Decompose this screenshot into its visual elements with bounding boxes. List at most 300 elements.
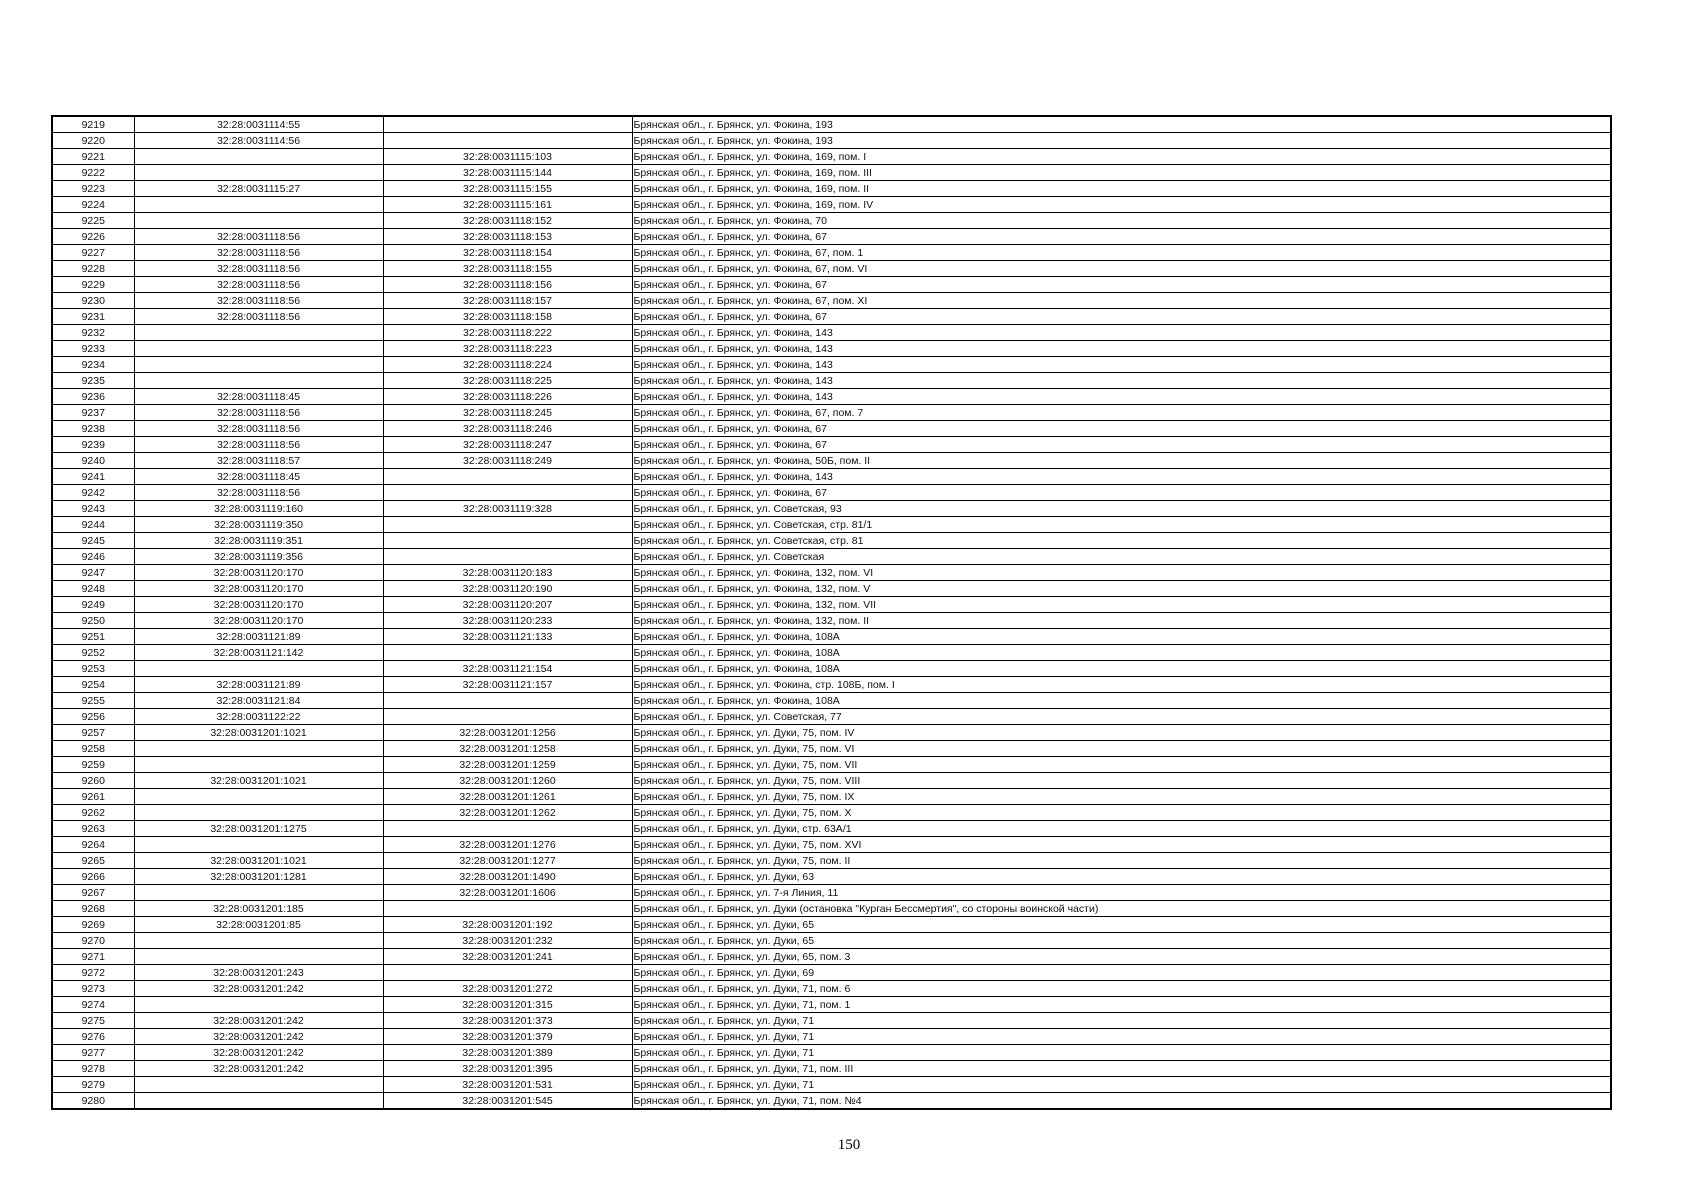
land-cadastral-number-cell: [134, 1077, 383, 1093]
address-cell: Брянская обл., г. Брянск, ул. Фокина, 67, пом. XI: [632, 293, 1611, 309]
row-number-cell: 9269: [52, 917, 134, 933]
row-number-cell: 9264: [52, 837, 134, 853]
address-cell: Брянская обл., г. Брянск, ул. Фокина, 108А: [632, 693, 1611, 709]
object-cadastral-number-cell: [383, 533, 632, 549]
address-cell: Брянская обл., г. Брянск, ул. Дуки, стр. 63А/1: [632, 821, 1611, 837]
row-number-cell: 9259: [52, 757, 134, 773]
address-cell: Брянская обл., г. Брянск, ул. Фокина, 67: [632, 485, 1611, 501]
row-number-cell: 9238: [52, 421, 134, 437]
object-cadastral-number-cell: 32:28:0031201:232: [383, 933, 632, 949]
object-cadastral-number-cell: 32:28:0031121:133: [383, 629, 632, 645]
address-cell: Брянская обл., г. Брянск, ул. Фокина, 67: [632, 229, 1611, 245]
object-cadastral-number-cell: [383, 965, 632, 981]
land-cadastral-number-cell: 32:28:0031118:56: [134, 245, 383, 261]
land-cadastral-number-cell: [134, 949, 383, 965]
land-cadastral-number-cell: 32:28:0031114:56: [134, 133, 383, 149]
row-number-cell: 9265: [52, 853, 134, 869]
row-number-cell: 9279: [52, 1077, 134, 1093]
object-cadastral-number-cell: 32:28:0031201:1260: [383, 773, 632, 789]
row-number-cell: 9223: [52, 181, 134, 197]
table-row: [52, 805, 1611, 821]
land-cadastral-number-cell: 32:28:0031120:170: [134, 565, 383, 581]
land-cadastral-number-cell: 32:28:0031121:89: [134, 677, 383, 693]
address-cell: Брянская обл., г. Брянск, ул. Дуки, 75, пом. X: [632, 805, 1611, 821]
table-row: [52, 853, 1611, 869]
table-row: [52, 277, 1611, 293]
object-cadastral-number-cell: 32:28:0031201:1276: [383, 837, 632, 853]
object-cadastral-number-cell: [383, 469, 632, 485]
object-cadastral-number-cell: [383, 133, 632, 149]
object-cadastral-number-cell: 32:28:0031201:1261: [383, 789, 632, 805]
land-cadastral-number-cell: 32:28:0031201:242: [134, 981, 383, 997]
address-cell: Брянская обл., г. Брянск, ул. Дуки, 71: [632, 1045, 1611, 1061]
row-number-cell: 9276: [52, 1029, 134, 1045]
object-cadastral-number-cell: [383, 549, 632, 565]
row-number-cell: 9248: [52, 581, 134, 597]
row-number-cell: 9236: [52, 389, 134, 405]
address-cell: Брянская обл., г. Брянск, ул. Дуки, 65: [632, 917, 1611, 933]
table-row: [52, 293, 1611, 309]
row-number-cell: 9266: [52, 869, 134, 885]
object-cadastral-number-cell: 32:28:0031120:190: [383, 581, 632, 597]
land-cadastral-number-cell: 32:28:0031201:85: [134, 917, 383, 933]
address-cell: Брянская обл., г. Брянск, ул. Дуки, 69: [632, 965, 1611, 981]
table-row: [52, 965, 1611, 981]
table-row: [52, 197, 1611, 213]
table-row: [52, 533, 1611, 549]
table-row: [52, 517, 1611, 533]
land-cadastral-number-cell: 32:28:0031118:56: [134, 485, 383, 501]
address-cell: Брянская обл., г. Брянск, ул. Фокина, 143: [632, 325, 1611, 341]
row-number-cell: 9246: [52, 549, 134, 565]
row-number-cell: 9270: [52, 933, 134, 949]
object-cadastral-number-cell: 32:28:0031118:152: [383, 213, 632, 229]
object-cadastral-number-cell: 32:28:0031118:155: [383, 261, 632, 277]
table-row: [52, 357, 1611, 373]
table-row: [52, 645, 1611, 661]
table-row: [52, 229, 1611, 245]
address-cell: Брянская обл., г. Брянск, ул. Советская, стр. 81: [632, 533, 1611, 549]
land-cadastral-number-cell: [134, 197, 383, 213]
table-row: [52, 629, 1611, 645]
table-row: [52, 245, 1611, 261]
land-cadastral-number-cell: 32:28:0031121:84: [134, 693, 383, 709]
address-cell: Брянская обл., г. Брянск, ул. Дуки, 75, пом. II: [632, 853, 1611, 869]
object-cadastral-number-cell: 32:28:0031120:207: [383, 597, 632, 613]
land-cadastral-number-cell: 32:28:0031201:242: [134, 1029, 383, 1045]
row-number-cell: 9249: [52, 597, 134, 613]
table-row: [52, 261, 1611, 277]
land-cadastral-number-cell: 32:28:0031201:1021: [134, 725, 383, 741]
object-cadastral-number-cell: 32:28:0031118:156: [383, 277, 632, 293]
address-cell: Брянская обл., г. Брянск, ул. Фокина, 193: [632, 133, 1611, 149]
table-row: [52, 1093, 1611, 1110]
row-number-cell: 9226: [52, 229, 134, 245]
table-row: [52, 997, 1611, 1013]
row-number-cell: 9239: [52, 437, 134, 453]
land-cadastral-number-cell: 32:28:0031120:170: [134, 597, 383, 613]
row-number-cell: 9278: [52, 1061, 134, 1077]
address-cell: Брянская обл., г. Брянск, ул. Фокина, 132, пом. II: [632, 613, 1611, 629]
land-cadastral-number-cell: [134, 933, 383, 949]
row-number-cell: 9219: [52, 116, 134, 133]
object-cadastral-number-cell: 32:28:0031201:545: [383, 1093, 632, 1110]
table-row: [52, 725, 1611, 741]
land-cadastral-number-cell: 32:28:0031118:57: [134, 453, 383, 469]
land-cadastral-number-cell: [134, 997, 383, 1013]
address-cell: Брянская обл., г. Брянск, ул. Фокина, 67: [632, 277, 1611, 293]
object-cadastral-number-cell: 32:28:0031201:531: [383, 1077, 632, 1093]
address-cell: Брянская обл., г. Брянск, ул. Фокина, 50Б, пом. II: [632, 453, 1611, 469]
object-cadastral-number-cell: 32:28:0031201:315: [383, 997, 632, 1013]
land-cadastral-number-cell: [134, 741, 383, 757]
object-cadastral-number-cell: 32:28:0031118:223: [383, 341, 632, 357]
land-cadastral-number-cell: [134, 757, 383, 773]
land-cadastral-number-cell: [134, 885, 383, 901]
row-number-cell: 9242: [52, 485, 134, 501]
row-number-cell: 9267: [52, 885, 134, 901]
object-cadastral-number-cell: 32:28:0031201:1262: [383, 805, 632, 821]
object-cadastral-number-cell: [383, 116, 632, 133]
object-cadastral-number-cell: 32:28:0031121:157: [383, 677, 632, 693]
address-cell: Брянская обл., г. Брянск, ул. Советская, 77: [632, 709, 1611, 725]
table-row: [52, 469, 1611, 485]
object-cadastral-number-cell: 32:28:0031118:158: [383, 309, 632, 325]
table-row: [52, 1029, 1611, 1045]
table-row: [52, 1013, 1611, 1029]
address-cell: Брянская обл., г. Брянск, ул. Дуки, 75, пом. IV: [632, 725, 1611, 741]
land-cadastral-number-cell: [134, 1093, 383, 1110]
land-cadastral-number-cell: 32:28:0031118:56: [134, 437, 383, 453]
address-cell: Брянская обл., г. Брянск, ул. Дуки, 65, пом. 3: [632, 949, 1611, 965]
row-number-cell: 9232: [52, 325, 134, 341]
row-number-cell: 9280: [52, 1093, 134, 1110]
land-cadastral-number-cell: 32:28:0031120:170: [134, 581, 383, 597]
row-number-cell: 9229: [52, 277, 134, 293]
land-cadastral-number-cell: [134, 789, 383, 805]
object-cadastral-number-cell: 32:28:0031201:395: [383, 1061, 632, 1077]
row-number-cell: 9233: [52, 341, 134, 357]
object-cadastral-number-cell: [383, 821, 632, 837]
address-cell: Брянская обл., г. Брянск, ул. Фокина, 169, пом. IV: [632, 197, 1611, 213]
object-cadastral-number-cell: 32:28:0031201:373: [383, 1013, 632, 1029]
row-number-cell: 9263: [52, 821, 134, 837]
table-row: [52, 821, 1611, 837]
land-cadastral-number-cell: 32:28:0031118:56: [134, 309, 383, 325]
address-cell: Брянская обл., г. Брянск, ул. Фокина, 169, пом. III: [632, 165, 1611, 181]
land-cadastral-number-cell: [134, 213, 383, 229]
address-cell: Брянская обл., г. Брянск, ул. 7-я Линия, 11: [632, 885, 1611, 901]
address-cell: Брянская обл., г. Брянск, ул. Фокина, 108А: [632, 645, 1611, 661]
table-row: [52, 501, 1611, 517]
address-cell: Брянская обл., г. Брянск, ул. Фокина, 67: [632, 421, 1611, 437]
land-cadastral-number-cell: 32:28:0031201:1021: [134, 773, 383, 789]
row-number-cell: 9253: [52, 661, 134, 677]
land-cadastral-number-cell: 32:28:0031201:1281: [134, 869, 383, 885]
address-cell: Брянская обл., г. Брянск, ул. Дуки, 75, пом. VII: [632, 757, 1611, 773]
row-number-cell: 9247: [52, 565, 134, 581]
object-cadastral-number-cell: 32:28:0031119:328: [383, 501, 632, 517]
row-number-cell: 9245: [52, 533, 134, 549]
object-cadastral-number-cell: 32:28:0031118:246: [383, 421, 632, 437]
land-cadastral-number-cell: [134, 373, 383, 389]
land-cadastral-number-cell: [134, 341, 383, 357]
object-cadastral-number-cell: 32:28:0031121:154: [383, 661, 632, 677]
row-number-cell: 9241: [52, 469, 134, 485]
table-row: [52, 165, 1611, 181]
address-cell: Брянская обл., г. Брянск, ул. Советская: [632, 549, 1611, 565]
land-cadastral-number-cell: 32:28:0031118:45: [134, 469, 383, 485]
address-cell: Брянская обл., г. Брянск, ул. Фокина, 67, пом. VI: [632, 261, 1611, 277]
land-cadastral-number-cell: [134, 805, 383, 821]
row-number-cell: 9257: [52, 725, 134, 741]
address-cell: Брянская обл., г. Брянск, ул. Фокина, 132, пом. V: [632, 581, 1611, 597]
address-cell: Брянская обл., г. Брянск, ул. Фокина, 67: [632, 309, 1611, 325]
table-row: [52, 149, 1611, 165]
address-cell: Брянская обл., г. Брянск, ул. Фокина, 67, пом. 1: [632, 245, 1611, 261]
row-number-cell: 9251: [52, 629, 134, 645]
address-cell: Брянская обл., г. Брянск, ул. Фокина, стр. 108Б, пом. I: [632, 677, 1611, 693]
address-cell: Брянская обл., г. Брянск, ул. Дуки, 75, пом. XVI: [632, 837, 1611, 853]
row-number-cell: 9262: [52, 805, 134, 821]
object-cadastral-number-cell: 32:28:0031118:226: [383, 389, 632, 405]
address-cell: Брянская обл., г. Брянск, ул. Фокина, 67, пом. 7: [632, 405, 1611, 421]
land-cadastral-number-cell: [134, 325, 383, 341]
table-row: [52, 373, 1611, 389]
table-row: [52, 933, 1611, 949]
land-cadastral-number-cell: 32:28:0031118:56: [134, 261, 383, 277]
land-cadastral-number-cell: 32:28:0031114:55: [134, 116, 383, 133]
table-row: [52, 917, 1611, 933]
table-row: [52, 116, 1611, 133]
address-cell: Брянская обл., г. Брянск, ул. Фокина, 169, пом. II: [632, 181, 1611, 197]
table-row: [52, 837, 1611, 853]
table-row: [52, 709, 1611, 725]
address-cell: Брянская обл., г. Брянск, ул. Фокина, 67: [632, 437, 1611, 453]
object-cadastral-number-cell: [383, 645, 632, 661]
land-cadastral-number-cell: 32:28:0031120:170: [134, 613, 383, 629]
row-number-cell: 9224: [52, 197, 134, 213]
row-number-cell: 9273: [52, 981, 134, 997]
object-cadastral-number-cell: 32:28:0031201:1256: [383, 725, 632, 741]
table-row: [52, 773, 1611, 789]
row-number-cell: 9277: [52, 1045, 134, 1061]
land-cadastral-number-cell: 32:28:0031118:56: [134, 277, 383, 293]
land-cadastral-number-cell: 32:28:0031121:142: [134, 645, 383, 661]
row-number-cell: 9252: [52, 645, 134, 661]
row-number-cell: 9225: [52, 213, 134, 229]
table-row: [52, 1045, 1611, 1061]
row-number-cell: 9231: [52, 309, 134, 325]
address-cell: Брянская обл., г. Брянск, ул. Дуки (остановка "Курган Бессмертия", со стороны воинской части): [632, 901, 1611, 917]
row-number-cell: 9237: [52, 405, 134, 421]
land-cadastral-number-cell: 32:28:0031115:27: [134, 181, 383, 197]
row-number-cell: 9220: [52, 133, 134, 149]
land-cadastral-number-cell: [134, 837, 383, 853]
table-row: [52, 693, 1611, 709]
land-cadastral-number-cell: 32:28:0031201:242: [134, 1061, 383, 1077]
land-cadastral-number-cell: 32:28:0031119:350: [134, 517, 383, 533]
row-number-cell: 9221: [52, 149, 134, 165]
land-cadastral-number-cell: 32:28:0031201:242: [134, 1013, 383, 1029]
table-row: [52, 613, 1611, 629]
object-cadastral-number-cell: 32:28:0031115:155: [383, 181, 632, 197]
land-cadastral-number-cell: 32:28:0031118:56: [134, 405, 383, 421]
row-number-cell: 9222: [52, 165, 134, 181]
registry-table-body: [52, 116, 1611, 1109]
object-cadastral-number-cell: 32:28:0031118:154: [383, 245, 632, 261]
object-cadastral-number-cell: 32:28:0031120:233: [383, 613, 632, 629]
table-row: [52, 389, 1611, 405]
table-row: [52, 581, 1611, 597]
land-cadastral-number-cell: 32:28:0031118:45: [134, 389, 383, 405]
table-row: [52, 597, 1611, 613]
address-cell: Брянская обл., г. Брянск, ул. Дуки, 71: [632, 1077, 1611, 1093]
row-number-cell: 9243: [52, 501, 134, 517]
address-cell: Брянская обл., г. Брянск, ул. Дуки, 71: [632, 1029, 1611, 1045]
object-cadastral-number-cell: 32:28:0031118:225: [383, 373, 632, 389]
address-cell: Брянская обл., г. Брянск, ул. Советская, 93: [632, 501, 1611, 517]
object-cadastral-number-cell: 32:28:0031201:192: [383, 917, 632, 933]
land-cadastral-number-cell: 32:28:0031119:351: [134, 533, 383, 549]
row-number-cell: 9274: [52, 997, 134, 1013]
table-row: [52, 437, 1611, 453]
table-row: [52, 133, 1611, 149]
land-cadastral-number-cell: [134, 149, 383, 165]
land-cadastral-number-cell: 32:28:0031201:1021: [134, 853, 383, 869]
land-cadastral-number-cell: 32:28:0031119:160: [134, 501, 383, 517]
table-row: [52, 453, 1611, 469]
address-cell: Брянская обл., г. Брянск, ул. Фокина, 143: [632, 373, 1611, 389]
land-cadastral-number-cell: 32:28:0031201:242: [134, 1045, 383, 1061]
table-row: [52, 181, 1611, 197]
object-cadastral-number-cell: 32:28:0031201:1606: [383, 885, 632, 901]
row-number-cell: 9261: [52, 789, 134, 805]
object-cadastral-number-cell: 32:28:0031118:245: [383, 405, 632, 421]
table-row: [52, 1061, 1611, 1077]
object-cadastral-number-cell: [383, 517, 632, 533]
object-cadastral-number-cell: 32:28:0031201:1490: [383, 869, 632, 885]
object-cadastral-number-cell: 32:28:0031120:183: [383, 565, 632, 581]
object-cadastral-number-cell: 32:28:0031115:103: [383, 149, 632, 165]
page-number: 150: [837, 1137, 861, 1153]
object-cadastral-number-cell: 32:28:0031118:153: [383, 229, 632, 245]
address-cell: Брянская обл., г. Брянск, ул. Дуки, 71, пом. 6: [632, 981, 1611, 997]
address-cell: Брянская обл., г. Брянск, ул. Фокина, 108А: [632, 629, 1611, 645]
address-cell: Брянская обл., г. Брянск, ул. Фокина, 108А: [632, 661, 1611, 677]
land-cadastral-number-cell: [134, 165, 383, 181]
address-cell: Брянская обл., г. Брянск, ул. Фокина, 143: [632, 389, 1611, 405]
table-row: [52, 405, 1611, 421]
land-cadastral-number-cell: 32:28:0031201:185: [134, 901, 383, 917]
land-cadastral-number-cell: 32:28:0031201:243: [134, 965, 383, 981]
address-cell: Брянская обл., г. Брянск, ул. Советская, стр. 81/1: [632, 517, 1611, 533]
table-row: [52, 1077, 1611, 1093]
table-row: [52, 981, 1611, 997]
object-cadastral-number-cell: 32:28:0031118:247: [383, 437, 632, 453]
row-number-cell: 9234: [52, 357, 134, 373]
object-cadastral-number-cell: 32:28:0031118:224: [383, 357, 632, 373]
row-number-cell: 9255: [52, 693, 134, 709]
object-cadastral-number-cell: 32:28:0031201:1258: [383, 741, 632, 757]
table-row: [52, 885, 1611, 901]
object-cadastral-number-cell: 32:28:0031201:241: [383, 949, 632, 965]
address-cell: Брянская обл., г. Брянск, ул. Дуки, 63: [632, 869, 1611, 885]
address-cell: Брянская обл., г. Брянск, ул. Дуки, 71, пом. III: [632, 1061, 1611, 1077]
object-cadastral-number-cell: 32:28:0031118:249: [383, 453, 632, 469]
address-cell: Брянская обл., г. Брянск, ул. Дуки, 75, пом. VIII: [632, 773, 1611, 789]
address-cell: Брянская обл., г. Брянск, ул. Дуки, 75, пом. VI: [632, 741, 1611, 757]
object-cadastral-number-cell: [383, 709, 632, 725]
object-cadastral-number-cell: 32:28:0031115:161: [383, 197, 632, 213]
address-cell: Брянская обл., г. Брянск, ул. Фокина, 143: [632, 357, 1611, 373]
object-cadastral-number-cell: [383, 901, 632, 917]
table-row: [52, 677, 1611, 693]
row-number-cell: 9268: [52, 901, 134, 917]
address-cell: Брянская обл., г. Брянск, ул. Фокина, 143: [632, 469, 1611, 485]
table-row: [52, 949, 1611, 965]
object-cadastral-number-cell: 32:28:0031118:222: [383, 325, 632, 341]
land-cadastral-number-cell: 32:28:0031201:1275: [134, 821, 383, 837]
address-cell: Брянская обл., г. Брянск, ул. Фокина, 143: [632, 341, 1611, 357]
land-cadastral-number-cell: 32:28:0031118:56: [134, 293, 383, 309]
address-cell: Брянская обл., г. Брянск, ул. Фокина, 193: [632, 116, 1611, 133]
address-cell: Брянская обл., г. Брянск, ул. Дуки, 75, пом. IX: [632, 789, 1611, 805]
address-cell: Брянская обл., г. Брянск, ул. Дуки, 65: [632, 933, 1611, 949]
object-cadastral-number-cell: 32:28:0031115:144: [383, 165, 632, 181]
row-number-cell: 9260: [52, 773, 134, 789]
table-row: [52, 485, 1611, 501]
address-cell: Брянская обл., г. Брянск, ул. Фокина, 169, пом. I: [632, 149, 1611, 165]
land-cadastral-number-cell: 32:28:0031118:56: [134, 229, 383, 245]
table-row: [52, 421, 1611, 437]
land-cadastral-number-cell: 32:28:0031121:89: [134, 629, 383, 645]
address-cell: Брянская обл., г. Брянск, ул. Дуки, 71: [632, 1013, 1611, 1029]
row-number-cell: 9244: [52, 517, 134, 533]
row-number-cell: 9254: [52, 677, 134, 693]
row-number-cell: 9227: [52, 245, 134, 261]
registry-table: [51, 115, 1612, 1110]
object-cadastral-number-cell: 32:28:0031201:379: [383, 1029, 632, 1045]
table-row: [52, 741, 1611, 757]
row-number-cell: 9275: [52, 1013, 134, 1029]
object-cadastral-number-cell: 32:28:0031201:389: [383, 1045, 632, 1061]
land-cadastral-number-cell: 32:28:0031119:356: [134, 549, 383, 565]
row-number-cell: 9235: [52, 373, 134, 389]
row-number-cell: 9250: [52, 613, 134, 629]
address-cell: Брянская обл., г. Брянск, ул. Фокина, 132, пом. VI: [632, 565, 1611, 581]
address-cell: Брянская обл., г. Брянск, ул. Фокина, 132, пом. VII: [632, 597, 1611, 613]
object-cadastral-number-cell: 32:28:0031201:272: [383, 981, 632, 997]
object-cadastral-number-cell: 32:28:0031201:1259: [383, 757, 632, 773]
row-number-cell: 9272: [52, 965, 134, 981]
row-number-cell: 9271: [52, 949, 134, 965]
address-cell: Брянская обл., г. Брянск, ул. Дуки, 71, пом. №4: [632, 1093, 1611, 1110]
table-row: [52, 757, 1611, 773]
object-cadastral-number-cell: 32:28:0031201:1277: [383, 853, 632, 869]
table-row: [52, 341, 1611, 357]
land-cadastral-number-cell: [134, 661, 383, 677]
table-row: [52, 789, 1611, 805]
row-number-cell: 9258: [52, 741, 134, 757]
table-row: [52, 309, 1611, 325]
table-row: [52, 325, 1611, 341]
table-row: [52, 213, 1611, 229]
land-cadastral-number-cell: 32:28:0031122:22: [134, 709, 383, 725]
row-number-cell: 9240: [52, 453, 134, 469]
address-cell: Брянская обл., г. Брянск, ул. Фокина, 70: [632, 213, 1611, 229]
object-cadastral-number-cell: [383, 485, 632, 501]
